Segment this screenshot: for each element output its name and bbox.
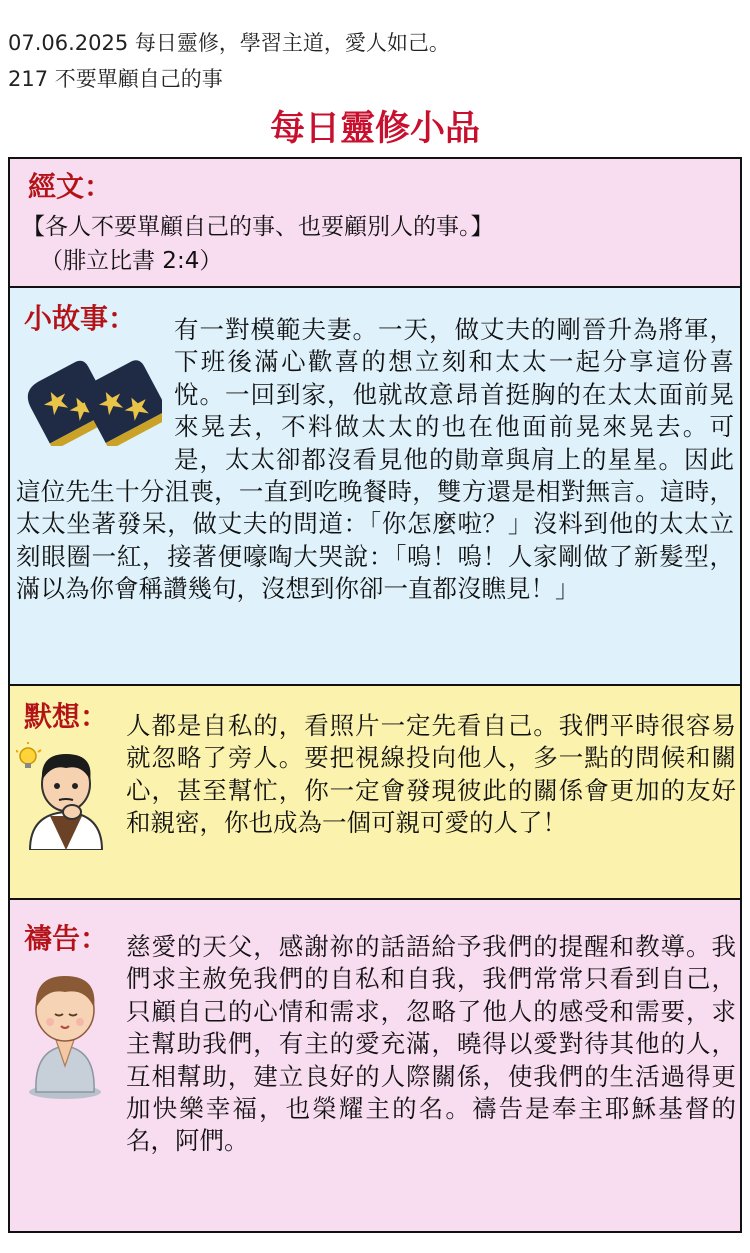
scripture-heading: 經文：: [28, 170, 113, 203]
story-heading: 小故事：: [24, 302, 137, 335]
prayer-section: [10, 900, 740, 1231]
scripture-verse: 【各人不要單顧自己的事、也要顧別人的事。】: [22, 214, 494, 240]
prayer-heading: 禱告：: [24, 922, 109, 955]
prayer-text: 慈愛的天父，感謝祢的話語給予我們的提醒和教導。我們求主赦免我們的自私和自我，我們常常只看到自己，只顧自己的心情和需求，忽略了他人的感受和需要，求主幫助我們，有主的愛充滿，曉得以愛對待其他的人，互相幫助，建立良好的人際關係，使我們的生活過得更加快樂幸福，也榮耀主的名。禱告是奉主耶穌基督的名，阿們。: [126, 932, 736, 1156]
meditation-heading: 默想：: [24, 700, 109, 733]
epaulettes-icon: [24, 350, 162, 446]
meditation-section: [10, 686, 740, 898]
date-line: 07.06.2025 每日靈修，學習主道，愛人如己。: [8, 31, 450, 55]
thinking-boy-icon: [16, 742, 108, 850]
story-text: 有一對模範夫妻。一天，做丈夫的剛晉升為將軍，下班後滿心歡喜的想立刻和太太一起分享這份喜悅。一回到家，他就故意昂首挺胸的在太太面前晃來晃去，不料做太太的也在他面前晃來晃去。可是，太太卻都沒看見他的勛章與肩上的星星。因此這位先生十分沮喪，一直到吃晚餐時，雙方還是相對無言。這時，太太坐著發呆，做丈夫的問道：「你怎麼啦？」沒料到他的太太立刻眼圈一紅，接著便嚎啕大哭說：「嗚！嗚！人家剛做了新髮型，滿以為你會稱讚幾句，沒想到你卻一直都沒瞧見！」: [16, 315, 734, 604]
meditation-text: 人都是自私的，看照片一定先看自己。我們平時很容易就忽略了旁人。要把視線投向他人，多一點的問候和關心，甚至幫忙，你一定會發現彼此的關係會更加的友好和親密，你也成為一個可親可愛的人了！: [126, 711, 736, 838]
page-title: 每日靈修小品: [269, 109, 480, 149]
praying-child-icon: [22, 968, 108, 1100]
story-section: [10, 288, 740, 684]
devotion-title-line: 217 不要單顧自己的事: [8, 67, 223, 91]
scripture-reference: （腓立比書 2:4）: [40, 248, 223, 274]
scripture-section: [10, 159, 740, 286]
